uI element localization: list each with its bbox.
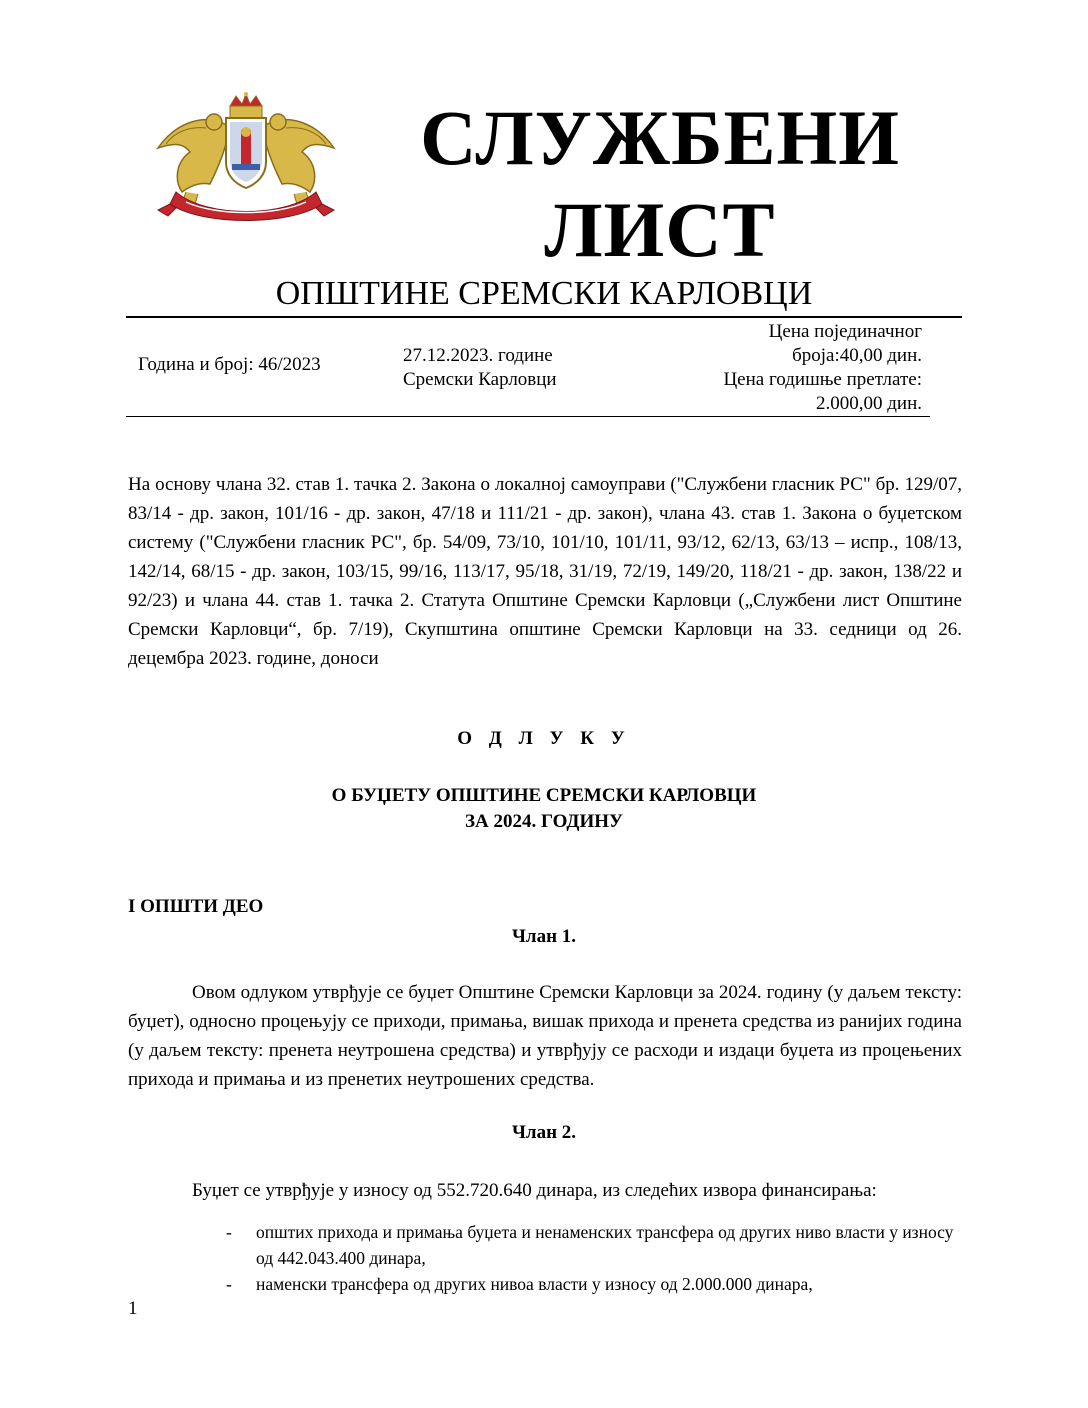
article-2-text: Буџет се утврђује у износу од 552.720.640 динара, из следећих извора финансирања: — [192, 1180, 877, 1201]
issue-date: 27.12.2023. године — [403, 345, 553, 366]
section-heading: I ОПШТИ ДЕО — [128, 896, 264, 917]
article-1-text: Овом одлуком утврђује се буџет Општине Сремски Карловци за 2024. годину (у даљем тексту: буџет), односно процењују се приходи, примања, вишак прихода и пренета средства из ранијих година (у даљем тексту: пренета неутрошена средства) и утврђују се расходи и издаци буџета из процењених прихода и примања и из пренетих неутрошених средства. — [128, 982, 962, 1090]
price-info — [723, 320, 922, 416]
price-single-line-1: Цена појединачног — [768, 321, 922, 342]
shield-icon — [226, 118, 266, 188]
price-annual-line-2: 2.000,00 дин. — [815, 393, 922, 414]
price-annual-line-1: Цена годишње претлате: — [723, 369, 922, 390]
list-item — [226, 1271, 966, 1297]
list-item — [226, 1219, 966, 1271]
page-number: 1 — [128, 1298, 138, 1319]
bullet-marker: - — [226, 1222, 232, 1242]
bullet-marker: - — [226, 1274, 232, 1294]
price-single-line-2: броја:40,00 дин. — [792, 345, 922, 366]
decision-subject-line-1: О БУЏЕТУ ОПШТИНЕ СРЕМСКИ КАРЛОВЦИ — [331, 785, 757, 806]
masthead-subtitle: ОПШТИНЕ СРЕМСКИ КАРЛОВЦИ — [275, 275, 813, 312]
masthead-line-1: СЛУЖБЕНИ — [420, 94, 900, 181]
decision-title: О Д Л У К У — [457, 728, 631, 749]
crown-icon — [230, 92, 262, 118]
funding-sources-list — [226, 1219, 966, 1297]
date-place — [403, 344, 557, 392]
preamble-paragraph: На основу члана 32. став 1. тачка 2. Закона о локалној самоуправи ("Службени гласник РС" бр. 129/07, 83/14 - др. закон, 101/16 - др. закон, 47/18 и 111/21 - др. закон), члана 43. став 1. Закона о буџетском систему ("Службени гласник РС", бр. 54/09, 73/10, 101/10, 101/11, 93/12, 62/13, 63/13 – испр., 108/13, 142/14, 68/15 - др. закон, 103/15, 99/16, 113/17, 95/18, 31/19, 72/19, 149/20, 118/21 - др. закон, 138/22 и 92/23) и члана 44. став 1. тачка 2. Статута Општине Сремски Карловци („Службени лист Општине Сремски Карловци“, бр. 7/19), Скупштина општине Сремски Карловци на 33. седници од 26. децембра 2023. године, доноси — [128, 474, 962, 669]
header-rule-bottom — [126, 416, 930, 417]
masthead-line-2: ЛИСТ — [544, 186, 776, 273]
article-1-heading: Члан 1. — [511, 926, 577, 947]
issue-place: Сремски Карловци — [403, 369, 557, 390]
year-issue: Година и број: 46/2023 — [138, 354, 321, 375]
header-rule-top — [126, 316, 962, 318]
list-item-text: општих прихода и примања буџета и ненаменских трансфера од других ниво власти у износу од 442.043.400 динара, — [256, 1222, 954, 1268]
coat-of-arms — [146, 92, 346, 224]
decision-subject-line-2: ЗА 2024. ГОДИНУ — [464, 811, 624, 832]
list-item-text: наменски трансфера од других нивоа власти у износу од 2.000.000 динара, — [256, 1274, 813, 1294]
right-griffin-icon — [264, 114, 334, 208]
masthead-title — [400, 92, 920, 276]
decision-subject — [126, 783, 962, 835]
left-griffin-icon — [158, 114, 228, 208]
article-2-heading: Члан 2. — [511, 1122, 577, 1143]
